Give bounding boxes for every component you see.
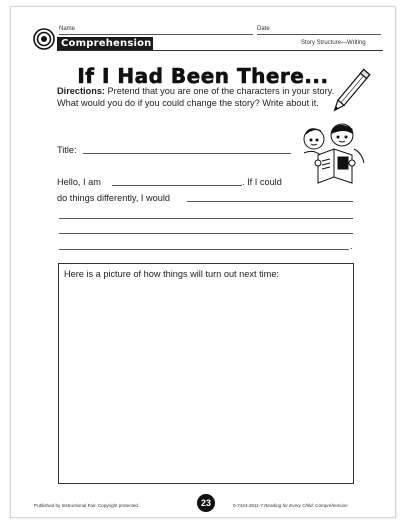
date-label: Date bbox=[257, 26, 270, 32]
drawing-box[interactable] bbox=[58, 263, 354, 484]
directions-text: Pretend that you are one of the characters in your story. What would you do if you could change the story? Write about it. bbox=[57, 86, 335, 108]
bullseye-icon bbox=[33, 28, 55, 50]
section-banner: Comprehension bbox=[57, 37, 153, 50]
footer-isbn bbox=[233, 503, 348, 508]
end-period: . bbox=[350, 241, 353, 251]
directions-label: Directions: bbox=[57, 86, 105, 96]
drawing-box-prompt: Here is a picture of how things will turn out next time: bbox=[64, 269, 279, 279]
answer-line-2[interactable] bbox=[59, 218, 353, 219]
footer-publisher: Published by Instructional Fair. Copyright protected. bbox=[34, 503, 140, 508]
page-number-badge: 23 bbox=[197, 494, 215, 512]
hello-suffix: . If I could bbox=[242, 177, 282, 187]
title-label: Title: bbox=[57, 145, 77, 155]
footer-isbn-number: 0-7424-2811-7 bbox=[233, 503, 263, 508]
header-divider bbox=[57, 50, 383, 51]
title-input-line[interactable] bbox=[83, 153, 291, 154]
answer-line-1[interactable] bbox=[187, 201, 353, 202]
children-reading-book-illustration bbox=[294, 119, 370, 193]
worksheet-page bbox=[10, 6, 396, 518]
page-title: If I Had Been There... bbox=[77, 64, 329, 88]
name-input-line[interactable] bbox=[112, 185, 242, 186]
topic-label: Story Structure—Writing bbox=[301, 40, 366, 46]
footer-book-title: Reading for Every Child: Comprehension bbox=[264, 503, 348, 508]
line2-prefix: do things differently, I would bbox=[57, 193, 171, 203]
directions bbox=[57, 85, 339, 109]
answer-line-3[interactable] bbox=[59, 233, 353, 234]
hello-prefix: Hello, I am bbox=[57, 177, 101, 187]
date-line bbox=[257, 34, 381, 35]
answer-line-4[interactable] bbox=[59, 249, 349, 250]
name-label: Name bbox=[59, 26, 76, 32]
name-line bbox=[59, 34, 253, 35]
